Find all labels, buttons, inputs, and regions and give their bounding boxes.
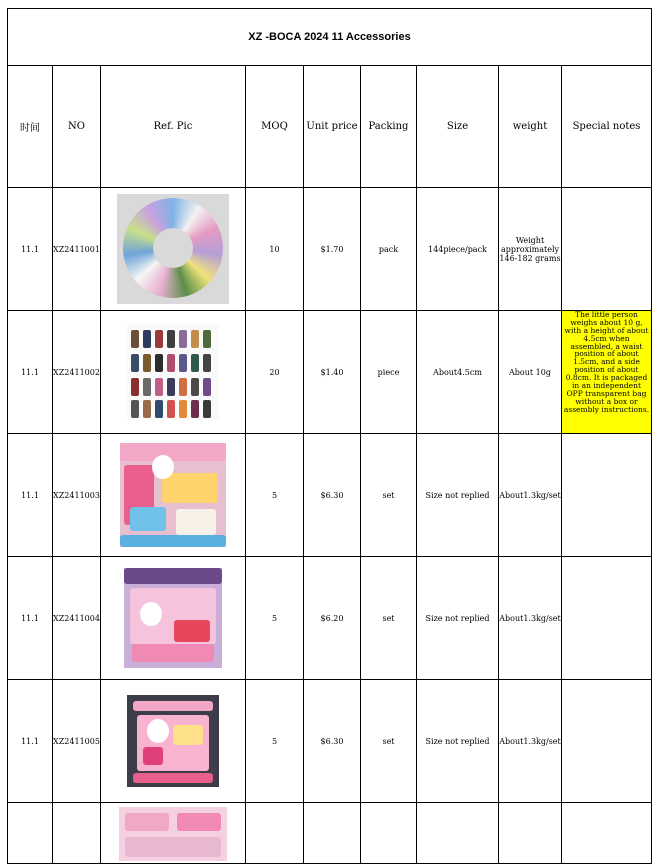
cell-price	[304, 803, 361, 864]
cell-weight	[499, 803, 562, 864]
minifigures-image	[127, 324, 219, 420]
cell-time: 11.1	[8, 188, 53, 311]
cell-no	[53, 803, 101, 864]
cell-time: 11.1	[8, 311, 53, 434]
cell-time: 11.1	[8, 680, 53, 803]
flower-wreath-image	[117, 194, 229, 304]
table-row	[8, 311, 652, 434]
cell-packing: piece	[361, 311, 417, 434]
table-row	[8, 803, 652, 864]
cell-weight: About1.3kg/set	[499, 680, 562, 803]
cell-pic	[101, 680, 246, 803]
header-moq: MOQ	[246, 66, 304, 188]
cell-no: XZ2411004	[53, 557, 101, 680]
header-size: Size	[417, 66, 499, 188]
cell-time: 11.1	[8, 434, 53, 557]
cell-notes	[562, 557, 652, 680]
cell-notes: The little person weighs about 10 g, with a height of about 4.5cm when assembled, a waist position of about 1.5cm, and a side position of about 0.8cm. It is packaged in an independent OPP transparent bag without a box or assembly instructions.	[562, 311, 652, 434]
header-row	[8, 66, 652, 188]
cell-price: $1.70	[304, 188, 361, 311]
cell-price: $1.40	[304, 311, 361, 434]
cell-weight: About 10g	[499, 311, 562, 434]
cell-pic	[101, 803, 246, 864]
cell-moq: 5	[246, 434, 304, 557]
header-notes: Special notes	[562, 66, 652, 188]
header-no: NO	[53, 66, 101, 188]
accessories-table	[7, 8, 652, 864]
header-ref-pic: Ref. Pic	[101, 66, 246, 188]
cell-packing: set	[361, 557, 417, 680]
cell-notes	[562, 803, 652, 864]
cell-pic	[101, 434, 246, 557]
cell-packing: pack	[361, 188, 417, 311]
cell-notes	[562, 680, 652, 803]
cell-size: About4.5cm	[417, 311, 499, 434]
cell-packing: set	[361, 434, 417, 557]
cell-time	[8, 803, 53, 864]
cell-moq: 20	[246, 311, 304, 434]
sheet-title: XZ -BOCA 2024 11 Accessories	[8, 9, 652, 66]
cell-notes	[562, 188, 652, 311]
table-row	[8, 188, 652, 311]
cell-pic	[101, 557, 246, 680]
cell-pic	[101, 188, 246, 311]
table-row	[8, 434, 652, 557]
cell-size: Size not replied	[417, 434, 499, 557]
cell-size: Size not replied	[417, 557, 499, 680]
cell-moq: 10	[246, 188, 304, 311]
cell-price: $6.20	[304, 557, 361, 680]
cell-no: XZ2411003	[53, 434, 101, 557]
cell-weight: About1.3kg/set	[499, 557, 562, 680]
cell-size	[417, 803, 499, 864]
toy-shop-playset-image	[120, 443, 226, 547]
cell-price: $6.30	[304, 680, 361, 803]
cell-size: Size not replied	[417, 680, 499, 803]
cell-weight: Weight approximately 146-182 grams	[499, 188, 562, 311]
cell-no: XZ2411002	[53, 311, 101, 434]
cell-packing	[361, 803, 417, 864]
toy-playset-image	[124, 568, 222, 668]
cell-no: XZ2411001	[53, 188, 101, 311]
header-time: 时间	[8, 66, 53, 188]
cell-pic	[101, 311, 246, 434]
header-unit-price: Unit price	[304, 66, 361, 188]
table-row	[8, 557, 652, 680]
cell-moq: 5	[246, 680, 304, 803]
cell-notes	[562, 434, 652, 557]
cell-price: $6.30	[304, 434, 361, 557]
cell-moq: 5	[246, 557, 304, 680]
cell-weight: About1.3kg/set	[499, 434, 562, 557]
cell-moq	[246, 803, 304, 864]
cell-time: 11.1	[8, 557, 53, 680]
cell-packing: set	[361, 680, 417, 803]
header-packing: Packing	[361, 66, 417, 188]
cell-no: XZ2411005	[53, 680, 101, 803]
header-weight: weight	[499, 66, 562, 188]
product-image	[119, 807, 227, 861]
table-row	[8, 680, 652, 803]
toy-playset-image	[127, 695, 219, 787]
cell-size: 144piece/pack	[417, 188, 499, 311]
